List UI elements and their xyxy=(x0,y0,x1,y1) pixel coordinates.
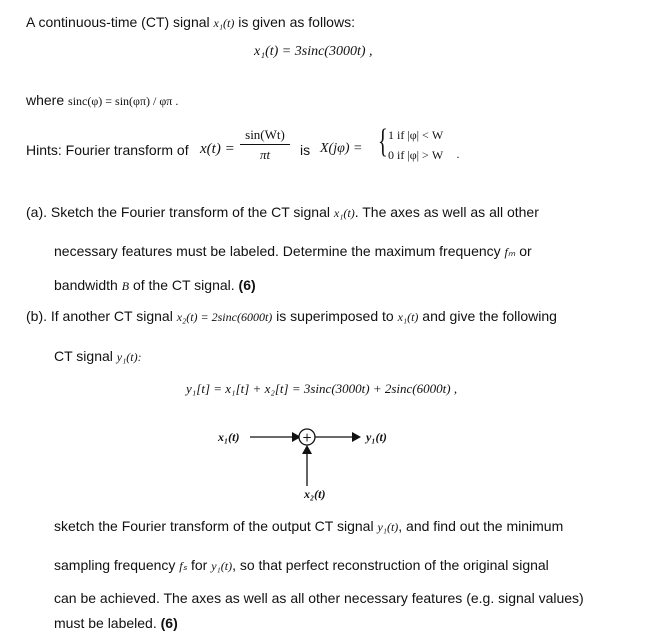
case-2: 0 if |φ| > W xyxy=(388,148,444,162)
intro-signal: x₁(t) xyxy=(213,16,235,30)
part-b-text4: sampling frequency xyxy=(54,557,176,573)
bandwidth-symbol: B xyxy=(121,279,130,293)
part-a-line1 xyxy=(26,204,539,221)
part-b-text6: must be labeled. xyxy=(54,615,157,631)
block-diagram xyxy=(240,420,370,490)
equation-y1: y₁[t] = x₁[t] + x₂[t] = 3sinc(3000t) + 2sinc(6000t) , xyxy=(186,381,458,396)
part-b-line5: can be achieved. The axes as well as all other necessary features (e.g. signal values) xyxy=(54,590,584,606)
equation-x1: x₁(t) = 3sinc(3000t) , xyxy=(254,44,373,59)
part-b-for: for xyxy=(191,557,208,573)
part-b-text1: (b). If another CT signal xyxy=(26,308,173,324)
brace: { xyxy=(378,123,388,160)
hint-fraction xyxy=(240,127,290,163)
intro-text: A continuous-time (CT) signal xyxy=(26,14,210,30)
part-a-signal: x₁(t) xyxy=(333,206,355,220)
hint-X: X(jφ) = xyxy=(320,141,363,156)
part-a-marks: (6) xyxy=(238,277,256,293)
part-b-text1c: and give the following xyxy=(422,308,557,324)
part-b-signal-x1: x₁(t) xyxy=(397,310,419,324)
hints-label: Hints: Fourier transform of xyxy=(26,142,189,158)
hint-is: is xyxy=(300,142,311,158)
part-b-text4c: , so that perfect reconstruction of the original signal xyxy=(232,557,549,573)
part-b-text3b: , and find out the minimum xyxy=(398,518,564,534)
hint-x-lhs: x(t) = xyxy=(200,141,235,157)
where-label: where xyxy=(26,92,65,108)
part-b-line4 xyxy=(54,557,549,574)
sinc-definition: sinc(φ) = sin(φπ) / φπ . xyxy=(68,94,179,108)
fraction-denominator: πt xyxy=(259,147,271,162)
part-a-line2 xyxy=(54,243,532,260)
part-a-text1b: . The axes as well as all other xyxy=(354,204,539,220)
case-1: 1 if |φ| < W xyxy=(388,128,444,142)
fm-symbol: fₘ xyxy=(504,245,516,259)
diagram-input-x1: x₁(t) xyxy=(218,430,240,444)
diagram-output-y1: y₁(t) xyxy=(366,430,387,444)
part-b-signal-y1c: y₁(t) xyxy=(211,559,233,573)
part-a-text1: (a). Sketch the Fourier transform of the CT signal xyxy=(26,204,330,220)
part-b-text3: sketch the Fourier transform of the output CT signal xyxy=(54,518,374,534)
x2-definition: x₂(t) = 2sinc(6000t) xyxy=(176,310,273,324)
part-a-line3 xyxy=(54,277,256,294)
diagram-input-x2: x₂(t) xyxy=(304,487,326,501)
part-a-text2: necessary features must be labeled. Determine the maximum frequency xyxy=(54,243,501,259)
case-dot: · xyxy=(456,150,460,164)
part-b-line2 xyxy=(54,348,142,365)
fs-symbol: fₛ xyxy=(179,559,188,573)
plus-sign: + xyxy=(301,430,313,445)
part-b-marks: (6) xyxy=(160,615,178,631)
where-line xyxy=(26,92,178,109)
part-b-line3 xyxy=(54,518,563,535)
intro-after: is given as follows: xyxy=(238,14,355,30)
arrow-out-head xyxy=(352,432,361,442)
part-a-text3b: of the CT signal. xyxy=(132,277,235,293)
part-a-or: or xyxy=(519,243,532,259)
part-b-text1b: is superimposed to xyxy=(276,308,394,324)
part-b-signal-y1: y₁(t): xyxy=(116,350,142,364)
part-b-line1 xyxy=(26,308,557,325)
part-b-signal-y1b: y₁(t) xyxy=(377,520,399,534)
fraction-numerator: sin(Wt) xyxy=(240,127,290,145)
part-b-text2: CT signal xyxy=(54,348,113,364)
intro-line xyxy=(26,14,355,31)
part-b-line6 xyxy=(54,615,178,631)
part-a-text3: bandwidth xyxy=(54,277,118,293)
arrow-x2-head xyxy=(302,445,312,454)
